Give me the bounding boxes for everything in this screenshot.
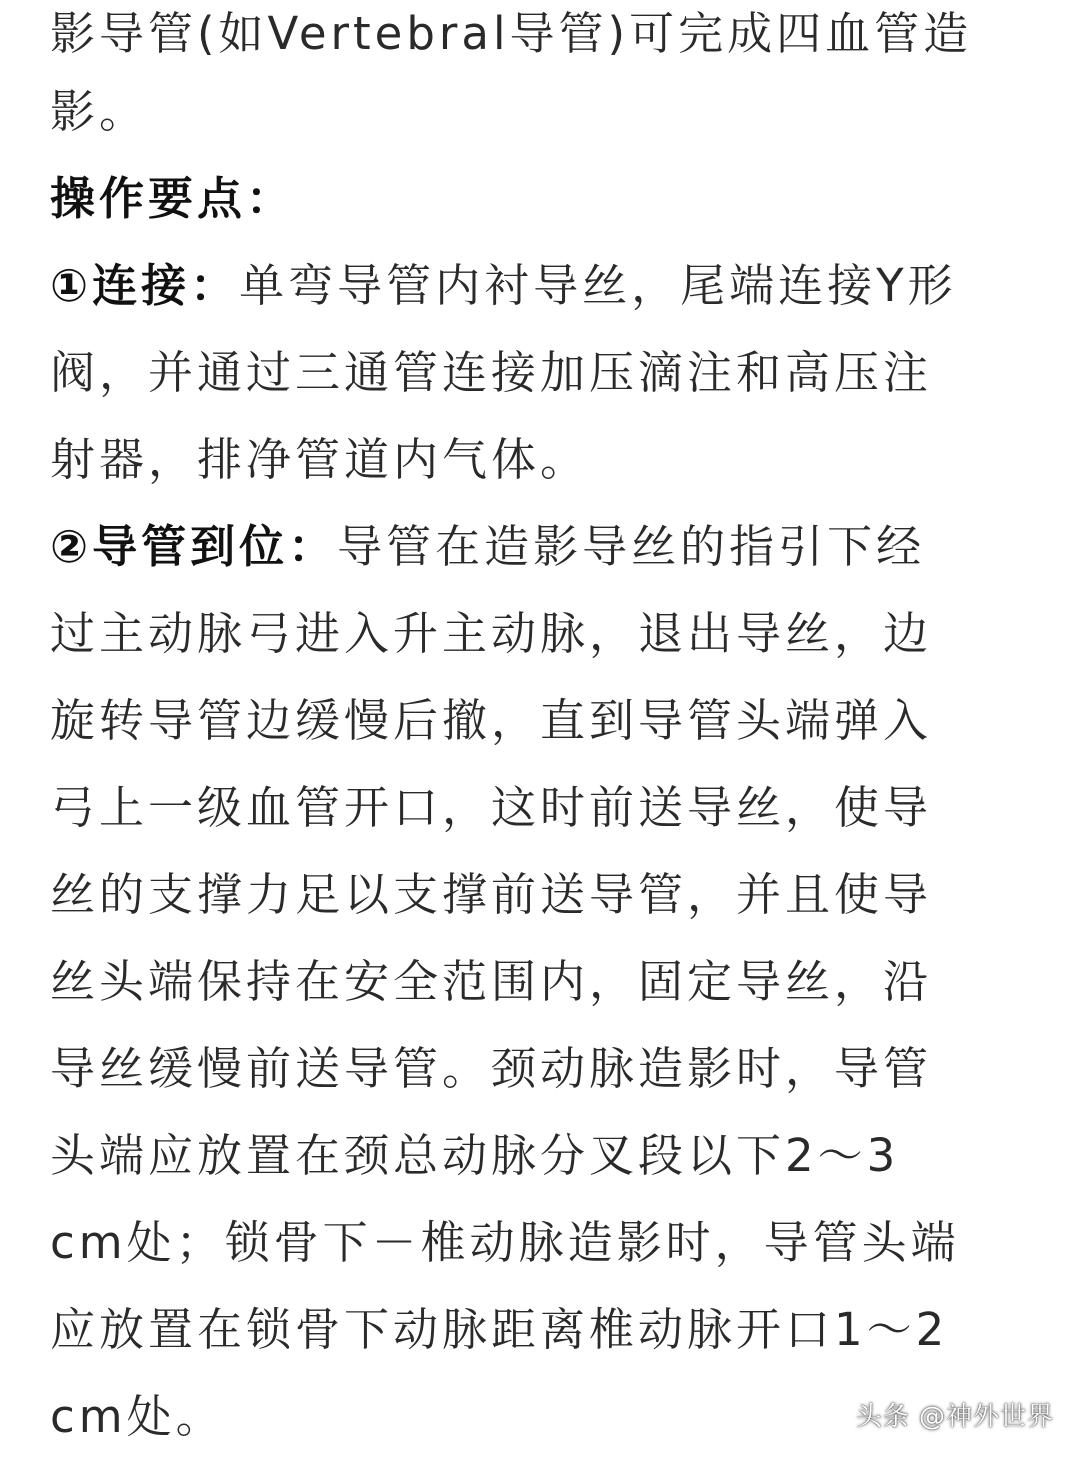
article-body bbox=[50, 0, 1040, 1460]
text-line: cm处。 bbox=[50, 1390, 225, 1443]
text-line: 弓上一级血管开口，这时前送导丝，使导 bbox=[50, 781, 933, 834]
text-line: 阀，并通过三通管连接加压滴注和高压注 bbox=[50, 346, 933, 399]
text-line: 导管在造影导丝的指引下经 bbox=[337, 520, 926, 573]
text-line: 导丝缓慢前送导管。颈动脉造影时，导管 bbox=[50, 1042, 933, 1095]
step-1-line bbox=[50, 242, 1040, 329]
text-line: 旋转导管边缓慢后撤，直到导管头端弹入 bbox=[50, 694, 933, 747]
text-line: 影导管(如Vertebral导管)可完成四血管造 bbox=[50, 7, 973, 60]
section-heading: 操作要点： bbox=[50, 172, 296, 225]
text-line: 头端应放置在颈总动脉分叉段以下2～3 bbox=[50, 1129, 900, 1182]
step-2-line bbox=[50, 503, 1040, 590]
step-1-label: ①连接： bbox=[50, 259, 240, 312]
text-line: 影。 bbox=[50, 85, 149, 138]
text-line: 单弯导管内衬导丝，尾端连接Y形 bbox=[239, 259, 957, 312]
text-line: 丝头端保持在安全范围内，固定导丝，沿 bbox=[50, 955, 933, 1008]
step-2-label: ②导管到位： bbox=[50, 520, 338, 573]
text-line: 射器，排净管道内气体。 bbox=[50, 433, 590, 486]
text-line: 丝的支撑力足以支撑前送导管，并且使导 bbox=[50, 868, 933, 921]
watermark: 头条 @神外世界 bbox=[855, 1402, 1054, 1432]
text-line: 应放置在锁骨下动脉距离椎动脉开口1～2 bbox=[50, 1303, 949, 1356]
text-line: cm处；锁骨下－椎动脉造影时，导管头端 bbox=[50, 1216, 960, 1269]
text-line: 过主动脉弓进入升主动脉，退出导丝，边 bbox=[50, 607, 933, 660]
